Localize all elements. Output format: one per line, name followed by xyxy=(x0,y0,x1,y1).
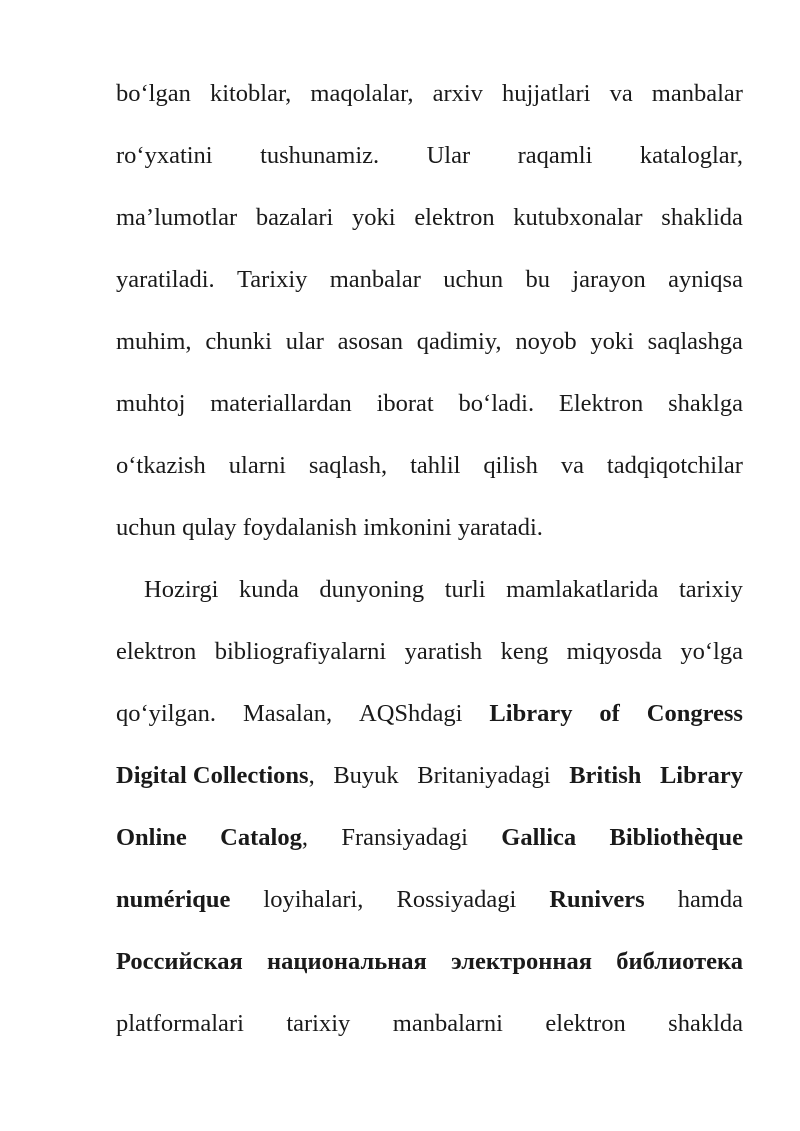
word: uchun xyxy=(116,514,176,541)
word: qilish xyxy=(483,452,538,479)
word: yaratadi. xyxy=(457,514,543,541)
text-line xyxy=(116,940,743,1002)
word: iborat xyxy=(376,390,434,417)
word: bo‘lgan xyxy=(116,80,191,107)
text-line xyxy=(116,754,743,816)
word-group xyxy=(116,754,315,816)
word: Gallica xyxy=(501,824,577,851)
text-line xyxy=(116,320,743,382)
word: Ular xyxy=(426,142,471,169)
word: materiallardan xyxy=(210,390,352,417)
word: o‘tkazish xyxy=(116,452,206,479)
word: Elektron xyxy=(558,390,644,417)
word: ma’lumotlar xyxy=(116,204,238,231)
word: bazalari xyxy=(255,204,334,231)
word: elektron xyxy=(545,1010,626,1037)
text-line xyxy=(116,568,743,630)
word: raqamli xyxy=(517,142,593,169)
word: tahlil xyxy=(410,452,461,479)
word: platformalari xyxy=(116,1010,244,1037)
word: maqolalar, xyxy=(310,80,414,107)
word: imkonini xyxy=(363,514,452,541)
word: yoki xyxy=(590,328,634,355)
text-line xyxy=(116,630,743,692)
word: manbalarni xyxy=(392,1010,503,1037)
word: Hozirgi xyxy=(144,576,219,603)
word: asosan xyxy=(337,328,403,355)
word: shaklida xyxy=(661,204,743,231)
word: национальная xyxy=(267,948,427,975)
word: kitoblar, xyxy=(209,80,292,107)
text-line xyxy=(116,134,743,196)
word: Masalan, xyxy=(242,700,333,727)
word: chunki xyxy=(205,328,272,355)
word: of xyxy=(599,700,620,727)
word: , xyxy=(301,824,308,851)
word: AQShdagi xyxy=(359,700,463,727)
text-line xyxy=(116,878,743,940)
word: Bibliothèque xyxy=(609,824,743,851)
word: qadimiy, xyxy=(416,328,502,355)
word: yoki xyxy=(352,204,396,231)
text-line xyxy=(116,196,743,258)
word: hujjatlari xyxy=(502,80,591,107)
word: mamlakatlarida xyxy=(506,576,659,603)
word: uchun xyxy=(443,266,504,293)
word: va xyxy=(560,452,584,479)
word: yo‘lga xyxy=(680,638,743,665)
word: Online xyxy=(116,824,187,851)
word: yaratiladi. xyxy=(116,266,215,293)
word: электронная xyxy=(451,948,592,975)
word: Congress xyxy=(646,700,743,727)
word: bu xyxy=(525,266,550,293)
word: ularni xyxy=(228,452,286,479)
word: qo‘yilgan. xyxy=(116,700,217,727)
word: qulay xyxy=(182,514,237,541)
word: bo‘ladi. xyxy=(458,390,535,417)
word: Catalog xyxy=(220,824,302,851)
word: bibliografiyalarni xyxy=(214,638,387,665)
word: kunda xyxy=(238,576,299,603)
word: Tarixiy xyxy=(236,266,308,293)
word: Российская xyxy=(116,948,243,975)
word: manbalar xyxy=(651,80,743,107)
word: shaklga xyxy=(668,390,743,417)
text-line xyxy=(116,692,743,754)
word: Fransiyadagi xyxy=(341,824,468,851)
word: muhim, xyxy=(116,328,192,355)
word: dunyoning xyxy=(319,576,425,603)
word: ayniqsa xyxy=(668,266,743,293)
word: kutubxonalar xyxy=(513,204,643,231)
word: va xyxy=(609,80,633,107)
word: tushunamiz. xyxy=(260,142,380,169)
word: Library xyxy=(489,700,573,727)
word: kataloglar, xyxy=(639,142,743,169)
text-line xyxy=(116,816,743,878)
punctuation: , xyxy=(308,762,315,789)
word: elektron xyxy=(414,204,495,231)
word: shaklda xyxy=(668,1010,743,1037)
word: saqlash, xyxy=(308,452,388,479)
word: Digital Collections xyxy=(116,762,309,789)
word: Britaniyadagi xyxy=(417,762,551,789)
word: manbalar xyxy=(329,266,421,293)
word: turli xyxy=(444,576,486,603)
word: noyob xyxy=(515,328,577,355)
word: tarixiy xyxy=(286,1010,351,1037)
word-group xyxy=(220,816,308,878)
text-line xyxy=(116,382,743,444)
document-page xyxy=(116,72,743,1064)
word: elektron xyxy=(116,638,197,665)
word: ular xyxy=(285,328,324,355)
text-line xyxy=(116,72,743,134)
word: loyihalari, xyxy=(263,886,364,913)
word: arxiv xyxy=(432,80,483,107)
word: hamda xyxy=(677,886,743,913)
word: Rossiyadagi xyxy=(396,886,517,913)
word: British xyxy=(569,762,642,789)
word: Buyuk xyxy=(333,762,399,789)
text-line xyxy=(116,506,743,568)
word: yaratish xyxy=(404,638,483,665)
word: jarayon xyxy=(572,266,646,293)
word: foydalanish xyxy=(242,514,357,541)
word: библиотека xyxy=(616,948,743,975)
word: ro‘yxatini xyxy=(116,142,213,169)
word: keng xyxy=(500,638,549,665)
word: tarixiy xyxy=(678,576,743,603)
word: Library xyxy=(659,762,743,789)
word: tadqiqotchilar xyxy=(606,452,743,479)
word: saqlashga xyxy=(647,328,743,355)
text-line xyxy=(116,444,743,506)
word: miqyosda xyxy=(566,638,662,665)
word: muhtoj xyxy=(116,390,186,417)
word: numérique xyxy=(116,886,231,913)
text-line xyxy=(116,258,743,320)
text-line xyxy=(116,1002,743,1064)
word: Runivers xyxy=(549,886,645,913)
